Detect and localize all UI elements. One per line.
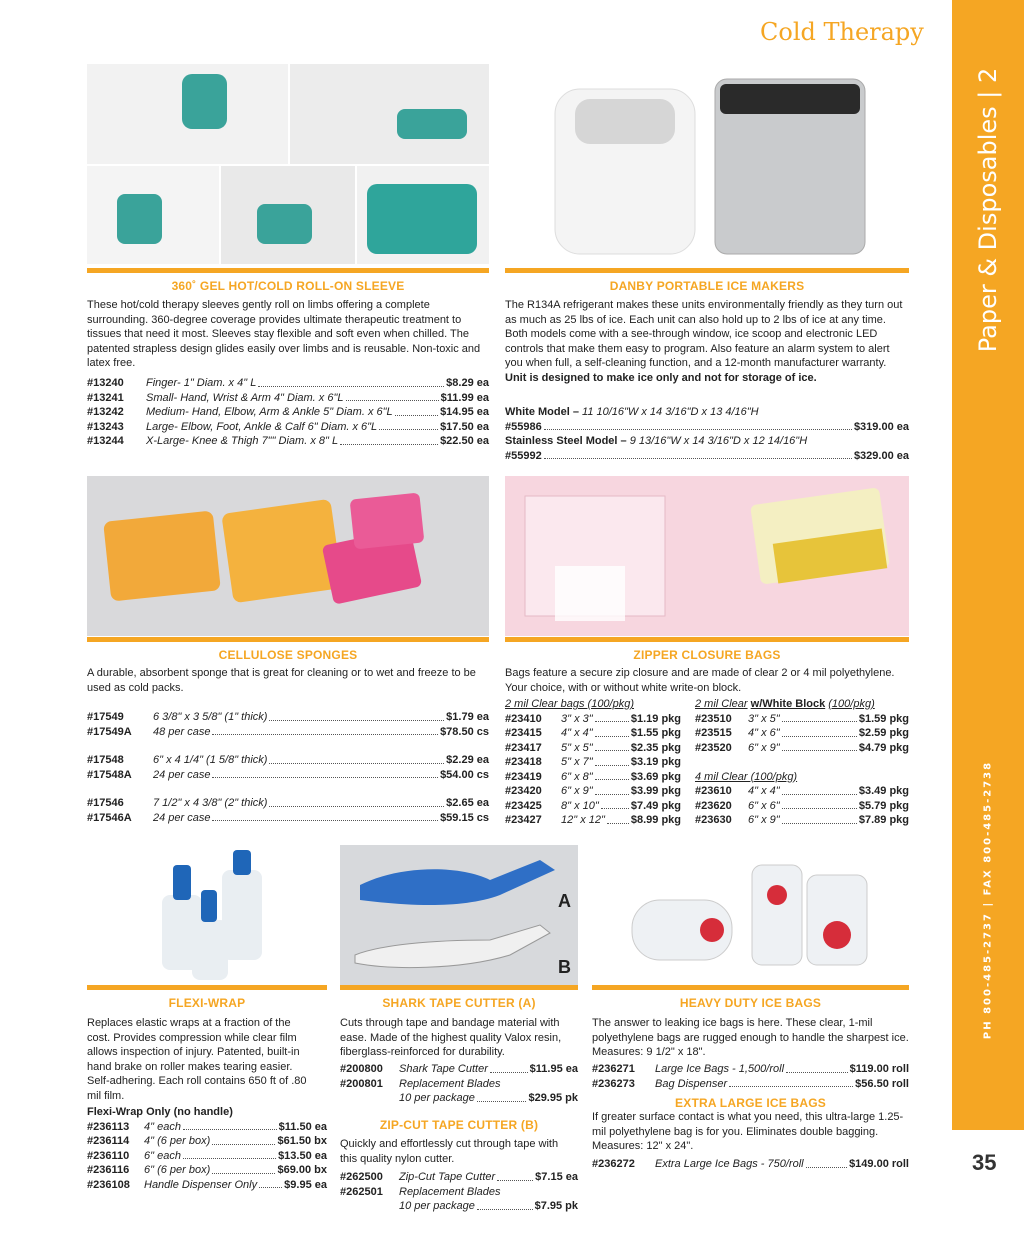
price: $69.00 bx [277, 1164, 327, 1176]
item-name: 5" x 5" [561, 741, 593, 754]
item-name: 6 3/8" x 3 5/8" (1" thick) [153, 711, 268, 723]
leader-dots [346, 391, 439, 402]
zipper-clear-list [505, 697, 681, 828]
item-name: Large- Elbow, Foot, Ankle & Calf 6" Diam. x 6"L [146, 420, 378, 433]
price: $7.95 pk [534, 1200, 578, 1212]
item-name: 6" x 8" [561, 770, 593, 783]
price: $3.69 pkg [630, 770, 681, 783]
price-row [505, 726, 681, 741]
item-name: 48 per case [153, 725, 211, 738]
price: $5.79 pkg [858, 799, 909, 812]
price-row [87, 1178, 327, 1193]
block-head-part-a: 2 mil Clear [695, 698, 748, 710]
price-row [505, 799, 681, 814]
sku: #13243 [87, 420, 124, 433]
price-row [340, 1185, 578, 1200]
sku: #200801 [340, 1077, 383, 1090]
price-row [340, 1199, 578, 1214]
price: $2.65 ea [446, 797, 489, 809]
price: $119.00 roll [849, 1063, 909, 1075]
sponges-price-list [87, 710, 489, 825]
price-row [695, 712, 909, 727]
price-row [505, 755, 681, 770]
item-name: Finger- 1" Diam. x 4" L [146, 377, 257, 389]
price: $54.00 cs [440, 768, 489, 781]
leader-dots [595, 770, 629, 781]
leader-dots [212, 811, 438, 822]
leader-dots [269, 710, 444, 721]
item-name: 6" x 6" [748, 799, 780, 812]
item-name: 6" x 9" [748, 814, 780, 826]
leader-dots [806, 1157, 847, 1168]
item-name: 6" each [144, 1149, 181, 1162]
ice-bags-title: HEAVY DUTY ICE BAGS [679, 996, 822, 1010]
price-row [87, 420, 489, 435]
item-name: 6" x 4 1/4" (1 5/8" thick) [153, 754, 268, 766]
price: $8.29 ea [446, 377, 489, 389]
item-name: Replacement Blades [399, 1077, 501, 1090]
price-row [87, 710, 489, 725]
leader-dots [183, 1120, 277, 1131]
leader-dots [212, 725, 438, 736]
item-name: Handle Dispenser Only [144, 1178, 258, 1191]
ice-maker-title: DANBY PORTABLE ICE MAKERS [609, 279, 805, 293]
leader-dots [595, 726, 629, 737]
price-row [87, 1149, 327, 1164]
page-number: 35 [972, 1150, 997, 1175]
price-row [87, 1134, 327, 1149]
price: $7.89 pkg [858, 814, 909, 826]
ice-maker-description [505, 298, 909, 385]
leader-dots [544, 420, 852, 431]
price: $11.99 ea [440, 391, 489, 404]
sku: #17546A [87, 811, 132, 824]
sku: #13242 [87, 406, 124, 418]
price-row [87, 405, 489, 420]
price: $61.50 bx [277, 1135, 327, 1147]
sku: #236273 [592, 1077, 635, 1090]
price-row [87, 796, 489, 811]
leader-dots [786, 1062, 848, 1073]
contact-phone-fax: PH 800-485-2737 | FAX 800-485-2738 [982, 760, 994, 1040]
item-name: 6" x 9" [748, 741, 780, 754]
leader-dots [395, 405, 438, 416]
price: $22.50 ea [440, 435, 489, 447]
price: $59.15 cs [440, 811, 489, 824]
sponges-description: A durable, absorbent sponge that is great for cleaning or to wet and freeze to be used as cold packs. [87, 667, 476, 694]
item-name: Shark Tape Cutter [399, 1063, 488, 1075]
price-row [592, 1157, 909, 1172]
sku: #23610 [695, 785, 732, 797]
zipcut-title: ZIP-CUT TAPE CUTTER (B) [379, 1118, 539, 1132]
leader-dots [212, 768, 438, 779]
price-row [87, 768, 489, 783]
item-name: 8" x 10" [561, 799, 599, 812]
price-row [87, 391, 489, 406]
price: $14.95 ea [440, 406, 489, 418]
ice-maker-warning: Unit is designed to make ice only and not for storage of ice. [505, 371, 817, 384]
leader-dots [595, 784, 629, 795]
price: $9.95 ea [284, 1178, 327, 1191]
leader-dots [477, 1199, 533, 1210]
price: $1.59 pkg [858, 712, 909, 725]
tape-cutters-photo [340, 845, 578, 985]
price: $2.35 pkg [630, 741, 681, 754]
sku: #17549 [87, 711, 124, 723]
price: $7.49 pkg [630, 799, 681, 812]
leader-dots [490, 1062, 528, 1073]
leader-dots [269, 796, 444, 807]
sku: #13241 [87, 391, 124, 404]
price-row [505, 449, 909, 464]
gel-sleeve-title-bar [87, 268, 489, 273]
price-row [505, 813, 681, 828]
sku: #262500 [340, 1171, 383, 1183]
leader-dots [782, 799, 857, 810]
leader-dots [259, 1178, 282, 1189]
price: $2.59 pkg [858, 727, 909, 739]
price-row [695, 799, 909, 814]
sku: #236272 [592, 1158, 635, 1170]
item-name: 6" x 9" [561, 785, 593, 797]
flexi-wrap-price-list [87, 1105, 327, 1192]
item-name: 10 per package [399, 1092, 475, 1104]
ice-maker-desc-text: The R134A refrigerant makes these units environmentally friendly as they turn out as much as 25 lbs of ice. Each unit can also hold up to 2 lbs of ice at any time. Both models come with a see-through window, ice scoop and electronic LED controls that make them easy to program. Also feature an alarm system to alert you when full, a self-cleaning function, and a 12-month manufacturer warranty. [505, 299, 903, 369]
leader-dots [782, 712, 857, 723]
shark-cutter-price-list [340, 1062, 578, 1106]
item-name: 6" (6 per box) [144, 1164, 211, 1176]
item-name: 4" each [144, 1120, 181, 1133]
item-name: 24 per case [153, 768, 211, 781]
ice-maker-title-bar [505, 268, 909, 273]
item-name: 10 per package [399, 1200, 475, 1212]
leader-dots [595, 712, 629, 723]
price-row [695, 784, 909, 799]
sku: #236271 [592, 1063, 635, 1075]
price-row [87, 1163, 327, 1178]
flexi-wrap-subhead [87, 1105, 327, 1120]
price-row [340, 1077, 578, 1092]
leader-dots [477, 1091, 527, 1102]
price-row [87, 725, 489, 740]
ice-maker-photo [505, 64, 909, 264]
sku: #23420 [505, 785, 542, 797]
clear-bags-heading: 2 mil Clear bags (100/pkg) [505, 698, 635, 710]
gel-sleeve-price-list [87, 376, 489, 449]
sku: #23417 [505, 741, 542, 754]
section-side-tab [952, 0, 1024, 1130]
price-row [695, 813, 909, 828]
four-mil-heading [695, 770, 909, 785]
price-row [87, 376, 489, 391]
sku: #236116 [87, 1164, 130, 1176]
leader-dots [601, 799, 629, 810]
price-row [87, 811, 489, 826]
item-name: Medium- Hand, Elbow, Arm & Ankle 5" Diam. x 6"L [146, 406, 393, 418]
sku: #17548 [87, 754, 124, 766]
sku: #13244 [87, 435, 124, 447]
spacer [695, 755, 909, 770]
leader-dots [607, 813, 629, 824]
spacer [87, 739, 489, 753]
white-model-heading [505, 405, 909, 420]
sponges-photo [87, 476, 489, 636]
item-name: 3" x 5" [748, 712, 780, 725]
price: $56.50 roll [855, 1077, 909, 1090]
cutter-a-label: A [558, 891, 571, 911]
leader-dots [212, 1163, 275, 1174]
price-row [505, 784, 681, 799]
sponges-title: CELLULOSE SPONGES [218, 648, 358, 662]
price: $149.00 roll [849, 1158, 909, 1170]
price: $17.50 ea [440, 420, 489, 433]
price: $329.00 ea [853, 449, 909, 462]
sku: #55986 [505, 420, 542, 433]
sku: #13240 [87, 377, 124, 389]
leader-dots [782, 813, 857, 824]
zipper-block-list [695, 697, 909, 828]
item-name: Replacement Blades [399, 1185, 501, 1198]
leader-dots [497, 1170, 533, 1181]
sku: #262501 [340, 1185, 383, 1198]
steel-model-label: Stainless Steel Model – [505, 435, 627, 447]
sku: #17546 [87, 797, 124, 809]
xl-ice-bags-price-list [592, 1157, 909, 1172]
block-head-part-b: w/White Block [750, 698, 826, 710]
zipper-bags-title: ZIPPER CLOSURE BAGS [633, 648, 781, 662]
item-name: X-Large- Knee & Thigh 7"" Diam. x 8" L [146, 435, 339, 447]
ice-bags-description: The answer to leaking ice bags is here. These clear, 1-mil polyethylene bags are rugged enough to handle the sharpest ice. Measures: 9 1/2" x 18". [592, 1017, 909, 1058]
price-row [592, 1077, 909, 1092]
leader-dots [340, 434, 438, 445]
price-row [340, 1170, 578, 1185]
price: $1.55 pkg [630, 727, 681, 739]
flexi-wrap-subhead-text: Flexi-Wrap Only (no handle) [87, 1106, 233, 1118]
zipcut-price-list [340, 1170, 578, 1214]
white-model-dims: 11 10/16"W x 14 3/16"D x 13 4/16"H [582, 406, 759, 418]
shark-cutter-title: SHARK TAPE CUTTER (A) [382, 996, 536, 1010]
leader-dots [183, 1149, 276, 1160]
sku: #23418 [505, 756, 542, 768]
zipcut-description: Quickly and effortlessly cut through tape with this quality nylon cutter. [340, 1138, 559, 1165]
price: $319.00 ea [853, 420, 909, 433]
price-row [505, 712, 681, 727]
steel-model-dims: 9 13/16"W x 14 3/16"D x 12 14/16"H [629, 435, 808, 447]
item-name: 7 1/2" x 4 3/8" (2" thick) [153, 797, 268, 809]
leader-dots [729, 1077, 853, 1088]
shark-cutter-description: Cuts through tape and bandage material with ease. Made of the highest quality Valox resin, fiberglass-reinforced for durability. [340, 1017, 562, 1058]
price-row [87, 753, 489, 768]
flexi-wrap-title: FLEXI-WRAP [168, 996, 246, 1010]
xl-ice-bags-title: EXTRA LARGE ICE BAGS [675, 1096, 826, 1110]
ice-bags-price-list [592, 1062, 909, 1091]
block-bags-heading [695, 697, 909, 712]
price: $7.15 ea [535, 1171, 578, 1183]
price: $1.79 ea [446, 711, 489, 723]
item-name: Large Ice Bags - 1,500/roll [655, 1063, 785, 1075]
price-row [695, 726, 909, 741]
price: $13.50 ea [278, 1149, 327, 1162]
item-name: Zip-Cut Tape Cutter [399, 1171, 496, 1183]
sku: #200800 [340, 1063, 383, 1075]
sku: #23410 [505, 712, 542, 725]
price: $3.19 pkg [630, 756, 681, 768]
gel-sleeve-photo [87, 64, 489, 264]
zipper-bags-description: Bags feature a secure zip closure and are made of clear 2 or 4 mil polyethylene. Your choice, with or without white write-on block. [505, 667, 895, 694]
item-name: 4" x 6" [748, 727, 780, 739]
price: $4.79 pkg [858, 741, 909, 754]
price: $29.95 pk [528, 1092, 578, 1104]
leader-dots [258, 376, 444, 387]
sku: #23520 [695, 741, 732, 754]
white-model-label: White Model – [505, 406, 579, 418]
price: $1.19 pkg [630, 712, 681, 725]
sku: #23620 [695, 799, 732, 812]
sku: #236113 [87, 1120, 130, 1133]
flexi-wrap-description: Replaces elastic wraps at a fraction of the cost. Provides compression while clear film allows inspection of injury. Patented, built-in hand brake on roller makes tearing easier. Self-adhering. Each roll contains 650 ft of .80 mil film. [87, 1017, 307, 1102]
zipper-bags-title-bar [505, 637, 909, 642]
cutter-b-label: B [558, 957, 571, 977]
four-mil-heading-text: 4 mil Clear (100/pkg) [695, 770, 798, 783]
sku: #23630 [695, 814, 732, 826]
sku: #17548A [87, 768, 132, 781]
price-row [505, 420, 909, 435]
item-name: 4" (6 per box) [144, 1135, 211, 1147]
leader-dots [782, 741, 857, 752]
sku: #17549A [87, 725, 132, 738]
steel-model-heading [505, 434, 909, 449]
leader-dots [212, 1134, 275, 1145]
price: $11.50 ea [278, 1120, 327, 1133]
gel-sleeve-title: 360˚ GEL HOT/COLD ROLL-ON SLEEVE [171, 279, 405, 293]
ice-bags-photo [592, 845, 909, 985]
item-name: 24 per case [153, 811, 211, 824]
spacer [87, 782, 489, 796]
block-head-part-c: (100/pkg) [828, 698, 875, 710]
price-row [87, 1120, 327, 1135]
item-name: Extra Large Ice Bags - 750/roll [655, 1158, 804, 1170]
sku: #236110 [87, 1149, 130, 1162]
price: $11.95 ea [529, 1063, 578, 1075]
price-row [340, 1091, 578, 1106]
price-row [505, 770, 681, 785]
shark-cutter-title-bar [340, 985, 578, 990]
item-name: 4" x 4" [748, 785, 780, 797]
leader-dots [544, 449, 852, 460]
leader-dots [379, 420, 438, 431]
section-tab-label: Paper & Disposables | 2 [974, 67, 1002, 353]
page-header-title: Cold Therapy [760, 18, 924, 46]
price: $3.49 pkg [858, 785, 909, 797]
sku: #23419 [505, 770, 542, 783]
price-row [592, 1062, 909, 1077]
zipper-bags-photo [505, 476, 909, 636]
leader-dots [269, 753, 444, 764]
flexi-wrap-photo [87, 845, 327, 985]
leader-dots [595, 741, 629, 752]
gel-sleeve-description: These hot/cold therapy sleeves gently roll on limbs offering a complete surrounding. 360-degree coverage provides ultimate therapeutic treatment to tissues that need it most. Sleeves stay flexible and soft even when chilled. The patented strapless design glides easily over limbs and is reusable. Non-toxic and latex free. [87, 299, 481, 369]
leader-dots [782, 726, 857, 737]
price-row [695, 741, 909, 756]
item-name: 5" x 7" [561, 756, 593, 768]
sku: #236114 [87, 1135, 130, 1147]
price-row [87, 434, 489, 449]
sku: #23427 [505, 814, 542, 826]
price: $78.50 cs [440, 725, 489, 738]
ice-bags-title-bar [592, 985, 909, 990]
leader-dots [782, 784, 857, 795]
sku: #55992 [505, 449, 542, 462]
flexi-wrap-title-bar [87, 985, 327, 990]
price-row [505, 741, 681, 756]
item-name: Bag Dispenser [655, 1077, 728, 1090]
ice-maker-price-list [505, 405, 909, 463]
leader-dots [595, 755, 629, 766]
sku: #236108 [87, 1178, 130, 1191]
sku: #23510 [695, 712, 732, 725]
price: $3.99 pkg [630, 785, 681, 797]
price: $2.29 ea [446, 754, 489, 766]
sku: #23425 [505, 799, 542, 812]
xl-ice-bags-description: If greater surface contact is what you need, this ultra-large 1.25-mil polyethylene bag is for you. Eliminates double bagging. Measures: 12" x 24". [592, 1111, 904, 1152]
price: $8.99 pkg [630, 814, 681, 826]
item-name: 3" x 3" [561, 712, 593, 725]
sku: #23515 [695, 727, 732, 739]
item-name: 12" x 12" [561, 814, 605, 826]
price-row [340, 1062, 578, 1077]
sku: #23415 [505, 727, 542, 739]
sponges-title-bar [87, 637, 489, 642]
item-name: Small- Hand, Wrist & Arm 4" Diam. x 6"L [146, 391, 344, 404]
item-name: 4" x 4" [561, 727, 593, 739]
